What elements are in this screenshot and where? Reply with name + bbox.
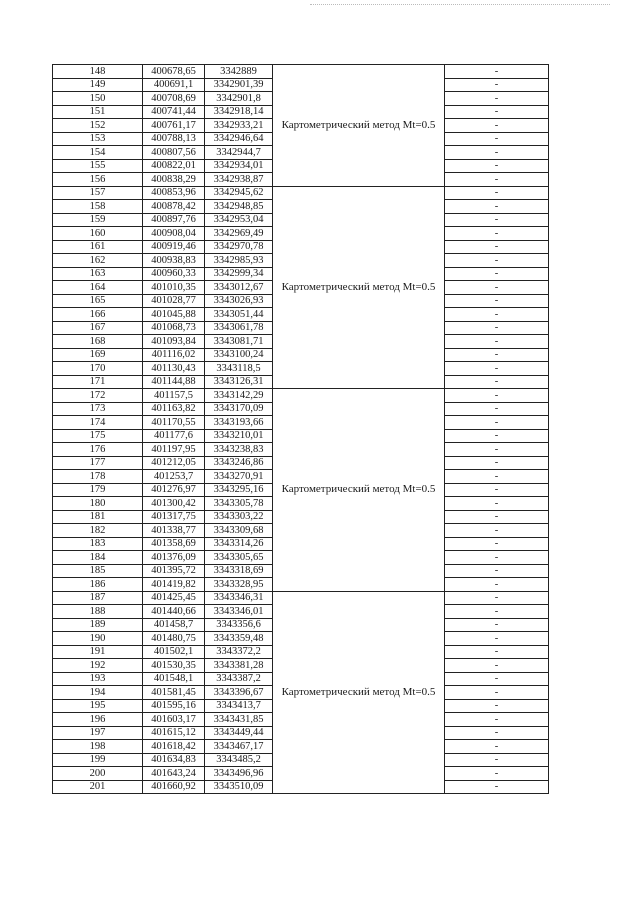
y-coordinate-cell: 3342969,49 <box>205 227 273 241</box>
x-coordinate-cell: 400691,1 <box>143 78 205 92</box>
y-coordinate-cell: 3343295,16 <box>205 483 273 497</box>
point-number-cell: 195 <box>53 699 143 713</box>
note-cell: - <box>445 186 549 200</box>
y-coordinate-cell: 3343496,96 <box>205 767 273 781</box>
point-number-cell: 161 <box>53 240 143 254</box>
method-cell: Картометрический метод Mt=0.5 <box>273 186 445 389</box>
note-cell: - <box>445 456 549 470</box>
y-coordinate-cell: 3343396,67 <box>205 686 273 700</box>
x-coordinate-cell: 401440,66 <box>143 605 205 619</box>
point-number-cell: 182 <box>53 524 143 538</box>
y-coordinate-cell: 3343314,26 <box>205 537 273 551</box>
point-number-cell: 167 <box>53 321 143 335</box>
note-cell: - <box>445 740 549 754</box>
point-number-cell: 177 <box>53 456 143 470</box>
note-cell: - <box>445 389 549 403</box>
x-coordinate-cell: 401338,77 <box>143 524 205 538</box>
note-cell: - <box>445 146 549 160</box>
x-coordinate-cell: 401300,42 <box>143 497 205 511</box>
x-coordinate-cell: 400822,01 <box>143 159 205 173</box>
x-coordinate-cell: 401358,69 <box>143 537 205 551</box>
x-coordinate-cell: 401480,75 <box>143 632 205 646</box>
point-number-cell: 162 <box>53 254 143 268</box>
point-number-cell: 157 <box>53 186 143 200</box>
x-coordinate-cell: 401419,82 <box>143 578 205 592</box>
note-cell: - <box>445 105 549 119</box>
note-cell: - <box>445 78 549 92</box>
y-coordinate-cell: 3343051,44 <box>205 308 273 322</box>
y-coordinate-cell: 3343170,09 <box>205 402 273 416</box>
y-coordinate-cell: 3342934,01 <box>205 159 273 173</box>
method-cell: Картометрический метод Mt=0.5 <box>273 65 445 187</box>
point-number-cell: 156 <box>53 173 143 187</box>
y-coordinate-cell: 3342999,34 <box>205 267 273 281</box>
note-cell: - <box>445 780 549 794</box>
table-row <box>53 186 549 200</box>
x-coordinate-cell: 400761,17 <box>143 119 205 133</box>
y-coordinate-cell: 3342970,78 <box>205 240 273 254</box>
y-coordinate-cell: 3343012,67 <box>205 281 273 295</box>
x-coordinate-cell: 400897,76 <box>143 213 205 227</box>
note-cell: - <box>445 659 549 673</box>
point-number-cell: 168 <box>53 335 143 349</box>
point-number-cell: 186 <box>53 578 143 592</box>
y-coordinate-cell: 3343081,71 <box>205 335 273 349</box>
x-coordinate-cell: 400838,29 <box>143 173 205 187</box>
x-coordinate-cell: 401376,09 <box>143 551 205 565</box>
x-coordinate-cell: 401618,42 <box>143 740 205 754</box>
point-number-cell: 183 <box>53 537 143 551</box>
y-coordinate-cell: 3342918,14 <box>205 105 273 119</box>
x-coordinate-cell: 401643,24 <box>143 767 205 781</box>
x-coordinate-cell: 400807,56 <box>143 146 205 160</box>
point-number-cell: 180 <box>53 497 143 511</box>
point-number-cell: 164 <box>53 281 143 295</box>
table-row <box>53 591 549 605</box>
note-cell: - <box>445 497 549 511</box>
point-number-cell: 160 <box>53 227 143 241</box>
point-number-cell: 192 <box>53 659 143 673</box>
coordinates-table-body <box>53 65 549 794</box>
note-cell: - <box>445 483 549 497</box>
note-cell: - <box>445 119 549 133</box>
note-cell: - <box>445 672 549 686</box>
y-coordinate-cell: 3343356,6 <box>205 618 273 632</box>
note-cell: - <box>445 713 549 727</box>
x-coordinate-cell: 401116,02 <box>143 348 205 362</box>
x-coordinate-cell: 401425,45 <box>143 591 205 605</box>
note-cell: - <box>445 416 549 430</box>
x-coordinate-cell: 400678,65 <box>143 65 205 79</box>
point-number-cell: 184 <box>53 551 143 565</box>
x-coordinate-cell: 401595,16 <box>143 699 205 713</box>
note-cell: - <box>445 510 549 524</box>
y-coordinate-cell: 3343210,01 <box>205 429 273 443</box>
note-cell: - <box>445 726 549 740</box>
point-number-cell: 172 <box>53 389 143 403</box>
note-cell: - <box>445 65 549 79</box>
y-coordinate-cell: 3342933,21 <box>205 119 273 133</box>
x-coordinate-cell: 401581,45 <box>143 686 205 700</box>
point-number-cell: 191 <box>53 645 143 659</box>
y-coordinate-cell: 3342901,8 <box>205 92 273 106</box>
note-cell: - <box>445 267 549 281</box>
note-cell: - <box>445 645 549 659</box>
x-coordinate-cell: 401045,88 <box>143 308 205 322</box>
x-coordinate-cell: 401317,75 <box>143 510 205 524</box>
note-cell: - <box>445 173 549 187</box>
point-number-cell: 158 <box>53 200 143 214</box>
x-coordinate-cell: 400908,04 <box>143 227 205 241</box>
note-cell: - <box>445 537 549 551</box>
note-cell: - <box>445 200 549 214</box>
point-number-cell: 193 <box>53 672 143 686</box>
table-row <box>53 389 549 403</box>
note-cell: - <box>445 767 549 781</box>
point-number-cell: 198 <box>53 740 143 754</box>
x-coordinate-cell: 401458,7 <box>143 618 205 632</box>
note-cell: - <box>445 618 549 632</box>
note-cell: - <box>445 362 549 376</box>
note-cell: - <box>445 402 549 416</box>
x-coordinate-cell: 401253,7 <box>143 470 205 484</box>
point-number-cell: 149 <box>53 78 143 92</box>
note-cell: - <box>445 605 549 619</box>
method-cell: Картометрический метод Mt=0.5 <box>273 591 445 794</box>
y-coordinate-cell: 3343510,09 <box>205 780 273 794</box>
x-coordinate-cell: 401660,92 <box>143 780 205 794</box>
note-cell: - <box>445 524 549 538</box>
y-coordinate-cell: 3342938,87 <box>205 173 273 187</box>
y-coordinate-cell: 3342948,85 <box>205 200 273 214</box>
point-number-cell: 155 <box>53 159 143 173</box>
y-coordinate-cell: 3343467,17 <box>205 740 273 754</box>
point-number-cell: 178 <box>53 470 143 484</box>
y-coordinate-cell: 3342889 <box>205 65 273 79</box>
y-coordinate-cell: 3343381,28 <box>205 659 273 673</box>
x-coordinate-cell: 401615,12 <box>143 726 205 740</box>
note-cell: - <box>445 92 549 106</box>
x-coordinate-cell: 401276,97 <box>143 483 205 497</box>
y-coordinate-cell: 3342946,64 <box>205 132 273 146</box>
note-cell: - <box>445 281 549 295</box>
y-coordinate-cell: 3343193,66 <box>205 416 273 430</box>
point-number-cell: 154 <box>53 146 143 160</box>
x-coordinate-cell: 401157,5 <box>143 389 205 403</box>
point-number-cell: 150 <box>53 92 143 106</box>
y-coordinate-cell: 3343431,85 <box>205 713 273 727</box>
note-cell: - <box>445 470 549 484</box>
y-coordinate-cell: 3343413,7 <box>205 699 273 713</box>
note-cell: - <box>445 240 549 254</box>
point-number-cell: 196 <box>53 713 143 727</box>
point-number-cell: 190 <box>53 632 143 646</box>
y-coordinate-cell: 3343372,2 <box>205 645 273 659</box>
note-cell: - <box>445 686 549 700</box>
point-number-cell: 174 <box>53 416 143 430</box>
x-coordinate-cell: 400788,13 <box>143 132 205 146</box>
note-cell: - <box>445 551 549 565</box>
table-row <box>53 65 549 79</box>
y-coordinate-cell: 3343126,31 <box>205 375 273 389</box>
y-coordinate-cell: 3343100,24 <box>205 348 273 362</box>
point-number-cell: 176 <box>53 443 143 457</box>
point-number-cell: 200 <box>53 767 143 781</box>
note-cell: - <box>445 753 549 767</box>
y-coordinate-cell: 3343118,5 <box>205 362 273 376</box>
y-coordinate-cell: 3343309,68 <box>205 524 273 538</box>
y-coordinate-cell: 3342901,39 <box>205 78 273 92</box>
y-coordinate-cell: 3343026,93 <box>205 294 273 308</box>
x-coordinate-cell: 401028,77 <box>143 294 205 308</box>
y-coordinate-cell: 3343359,48 <box>205 632 273 646</box>
note-cell: - <box>445 227 549 241</box>
note-cell: - <box>445 699 549 713</box>
point-number-cell: 189 <box>53 618 143 632</box>
y-coordinate-cell: 3343305,65 <box>205 551 273 565</box>
x-coordinate-cell: 401548,1 <box>143 672 205 686</box>
x-coordinate-cell: 401010,35 <box>143 281 205 295</box>
point-number-cell: 159 <box>53 213 143 227</box>
point-number-cell: 153 <box>53 132 143 146</box>
note-cell: - <box>445 213 549 227</box>
x-coordinate-cell: 401093,84 <box>143 335 205 349</box>
y-coordinate-cell: 3343303,22 <box>205 510 273 524</box>
y-coordinate-cell: 3342985,93 <box>205 254 273 268</box>
point-number-cell: 179 <box>53 483 143 497</box>
y-coordinate-cell: 3343246,86 <box>205 456 273 470</box>
point-number-cell: 163 <box>53 267 143 281</box>
note-cell: - <box>445 443 549 457</box>
note-cell: - <box>445 578 549 592</box>
x-coordinate-cell: 400853,96 <box>143 186 205 200</box>
x-coordinate-cell: 401634,83 <box>143 753 205 767</box>
x-coordinate-cell: 400878,42 <box>143 200 205 214</box>
point-number-cell: 201 <box>53 780 143 794</box>
x-coordinate-cell: 401068,73 <box>143 321 205 335</box>
x-coordinate-cell: 401212,05 <box>143 456 205 470</box>
x-coordinate-cell: 401177,6 <box>143 429 205 443</box>
note-cell: - <box>445 294 549 308</box>
note-cell: - <box>445 335 549 349</box>
x-coordinate-cell: 401197,95 <box>143 443 205 457</box>
y-coordinate-cell: 3343061,78 <box>205 321 273 335</box>
note-cell: - <box>445 308 549 322</box>
point-number-cell: 188 <box>53 605 143 619</box>
y-coordinate-cell: 3343485,2 <box>205 753 273 767</box>
x-coordinate-cell: 401502,1 <box>143 645 205 659</box>
note-cell: - <box>445 321 549 335</box>
note-cell: - <box>445 632 549 646</box>
note-cell: - <box>445 254 549 268</box>
point-number-cell: 187 <box>53 591 143 605</box>
y-coordinate-cell: 3343346,31 <box>205 591 273 605</box>
y-coordinate-cell: 3343346,01 <box>205 605 273 619</box>
point-number-cell: 170 <box>53 362 143 376</box>
point-number-cell: 171 <box>53 375 143 389</box>
x-coordinate-cell: 400741,44 <box>143 105 205 119</box>
point-number-cell: 148 <box>53 65 143 79</box>
point-number-cell: 165 <box>53 294 143 308</box>
method-cell: Картометрический метод Mt=0.5 <box>273 389 445 592</box>
point-number-cell: 169 <box>53 348 143 362</box>
y-coordinate-cell: 3343305,78 <box>205 497 273 511</box>
x-coordinate-cell: 401530,35 <box>143 659 205 673</box>
note-cell: - <box>445 375 549 389</box>
y-coordinate-cell: 3343387,2 <box>205 672 273 686</box>
y-coordinate-cell: 3343142,29 <box>205 389 273 403</box>
y-coordinate-cell: 3342944,7 <box>205 146 273 160</box>
x-coordinate-cell: 401163,82 <box>143 402 205 416</box>
point-number-cell: 173 <box>53 402 143 416</box>
x-coordinate-cell: 401603,17 <box>143 713 205 727</box>
y-coordinate-cell: 3342945,62 <box>205 186 273 200</box>
note-cell: - <box>445 132 549 146</box>
y-coordinate-cell: 3343328,95 <box>205 578 273 592</box>
x-coordinate-cell: 401130,43 <box>143 362 205 376</box>
point-number-cell: 152 <box>53 119 143 133</box>
point-number-cell: 194 <box>53 686 143 700</box>
x-coordinate-cell: 400960,33 <box>143 267 205 281</box>
point-number-cell: 199 <box>53 753 143 767</box>
coordinates-table <box>52 64 549 794</box>
point-number-cell: 166 <box>53 308 143 322</box>
x-coordinate-cell: 401395,72 <box>143 564 205 578</box>
note-cell: - <box>445 348 549 362</box>
point-number-cell: 181 <box>53 510 143 524</box>
point-number-cell: 185 <box>53 564 143 578</box>
y-coordinate-cell: 3342953,04 <box>205 213 273 227</box>
x-coordinate-cell: 400708,69 <box>143 92 205 106</box>
y-coordinate-cell: 3343270,91 <box>205 470 273 484</box>
point-number-cell: 151 <box>53 105 143 119</box>
note-cell: - <box>445 564 549 578</box>
y-coordinate-cell: 3343318,69 <box>205 564 273 578</box>
note-cell: - <box>445 591 549 605</box>
x-coordinate-cell: 401170,55 <box>143 416 205 430</box>
point-number-cell: 197 <box>53 726 143 740</box>
note-cell: - <box>445 429 549 443</box>
y-coordinate-cell: 3343238,83 <box>205 443 273 457</box>
x-coordinate-cell: 400919,46 <box>143 240 205 254</box>
x-coordinate-cell: 401144,88 <box>143 375 205 389</box>
note-cell: - <box>445 159 549 173</box>
scan-noise-line <box>310 4 610 6</box>
y-coordinate-cell: 3343449,44 <box>205 726 273 740</box>
point-number-cell: 175 <box>53 429 143 443</box>
x-coordinate-cell: 400938,83 <box>143 254 205 268</box>
